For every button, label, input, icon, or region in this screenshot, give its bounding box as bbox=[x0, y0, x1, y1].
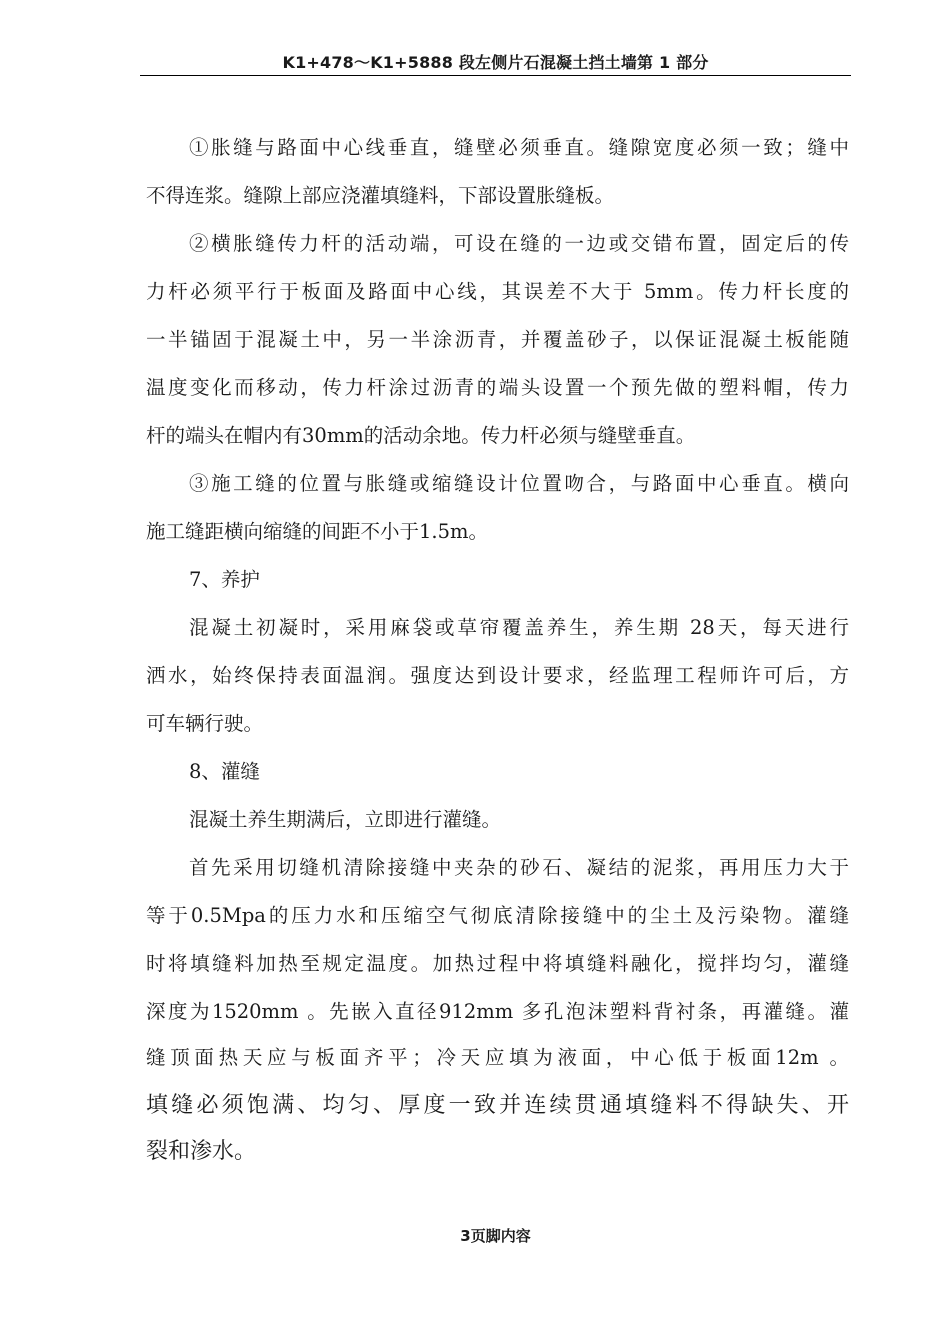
body-line-12: 洒水，始终保持表面温润。强度达到设计要求，经监理工程师许可后，方 bbox=[146, 664, 849, 687]
body-line-11: 混凝土初凝时，采用麻袋或草帘覆盖养生，养生期 28天，每天进行 bbox=[189, 616, 849, 639]
page-footer: 3页脚内容 bbox=[460, 1227, 531, 1245]
body-line-9: 施工缝距横向缩缝的间距不小于1.5m。 bbox=[146, 520, 489, 543]
section-heading-8: 8、灌缝 bbox=[189, 760, 260, 783]
body-line-18: 时将填缝料加热至规定温度。加热过程中将填缝料融化，搅拌均匀，灌缝 bbox=[146, 952, 849, 975]
body-line-20: 缝顶面热天应与板面齐平；冷天应填为液面，中心低于板面12m 。 bbox=[146, 1046, 849, 1069]
body-line-15: 混凝土养生期满后，立即进行灌缝。 bbox=[189, 808, 502, 831]
body-line-3: ②横胀缝传力杆的活动端，可设在缝的一边或交错布置，固定后的传 bbox=[189, 232, 849, 255]
section-heading-7: 7、养护 bbox=[189, 568, 260, 591]
page-header: K1+478～K1+5888 段左侧片石混凝土挡土墙第 1 部分 bbox=[282, 53, 709, 72]
body-line-7: 杆的端头在帽内有30mm的活动余地。传力杆必须与缝壁垂直。 bbox=[146, 424, 696, 447]
body-line-19: 深度为1520mm 。先嵌入直径912mm 多孔泡沫塑料背衬条，再灌缝。灌 bbox=[146, 1000, 849, 1023]
body-line-6: 温度变化而移动，传力杆涂过沥青的端头设置一个预先做的塑料帽，传力 bbox=[146, 376, 849, 399]
body-line-21: 填缝必须饱满、均匀、厚度一致并连续贯通填缝料不得缺失、开 bbox=[146, 1093, 849, 1118]
body-line-13: 可车辆行驶。 bbox=[146, 712, 264, 735]
body-line-1: ①胀缝与路面中心线垂直，缝壁必须垂直。缝隙宽度必须一致；缝中 bbox=[189, 136, 849, 159]
body-line-5: 一半锚固于混凝土中，另一半涂沥青，并覆盖砂子，以保证混凝土板能随 bbox=[146, 328, 849, 351]
header-divider bbox=[140, 75, 851, 76]
body-line-4: 力杆必须平行于板面及路面中心线，其误差不大于 5mm。传力杆长度的 bbox=[146, 280, 849, 303]
body-line-17: 等于0.5Mpa的压力水和压缩空气彻底清除接缝中的尘土及污染物。灌缝 bbox=[146, 904, 849, 927]
body-line-22: 裂和渗水。 bbox=[146, 1139, 257, 1164]
body-line-8: ③施工缝的位置与胀缝或缩缝设计位置吻合，与路面中心垂直。横向 bbox=[189, 472, 849, 495]
body-line-2: 不得连浆。缝隙上部应浇灌填缝料，下部设置胀缝板。 bbox=[146, 184, 615, 207]
body-line-16: 首先采用切缝机清除接缝中夹杂的砂石、凝结的泥浆，再用压力大于 bbox=[189, 856, 849, 879]
